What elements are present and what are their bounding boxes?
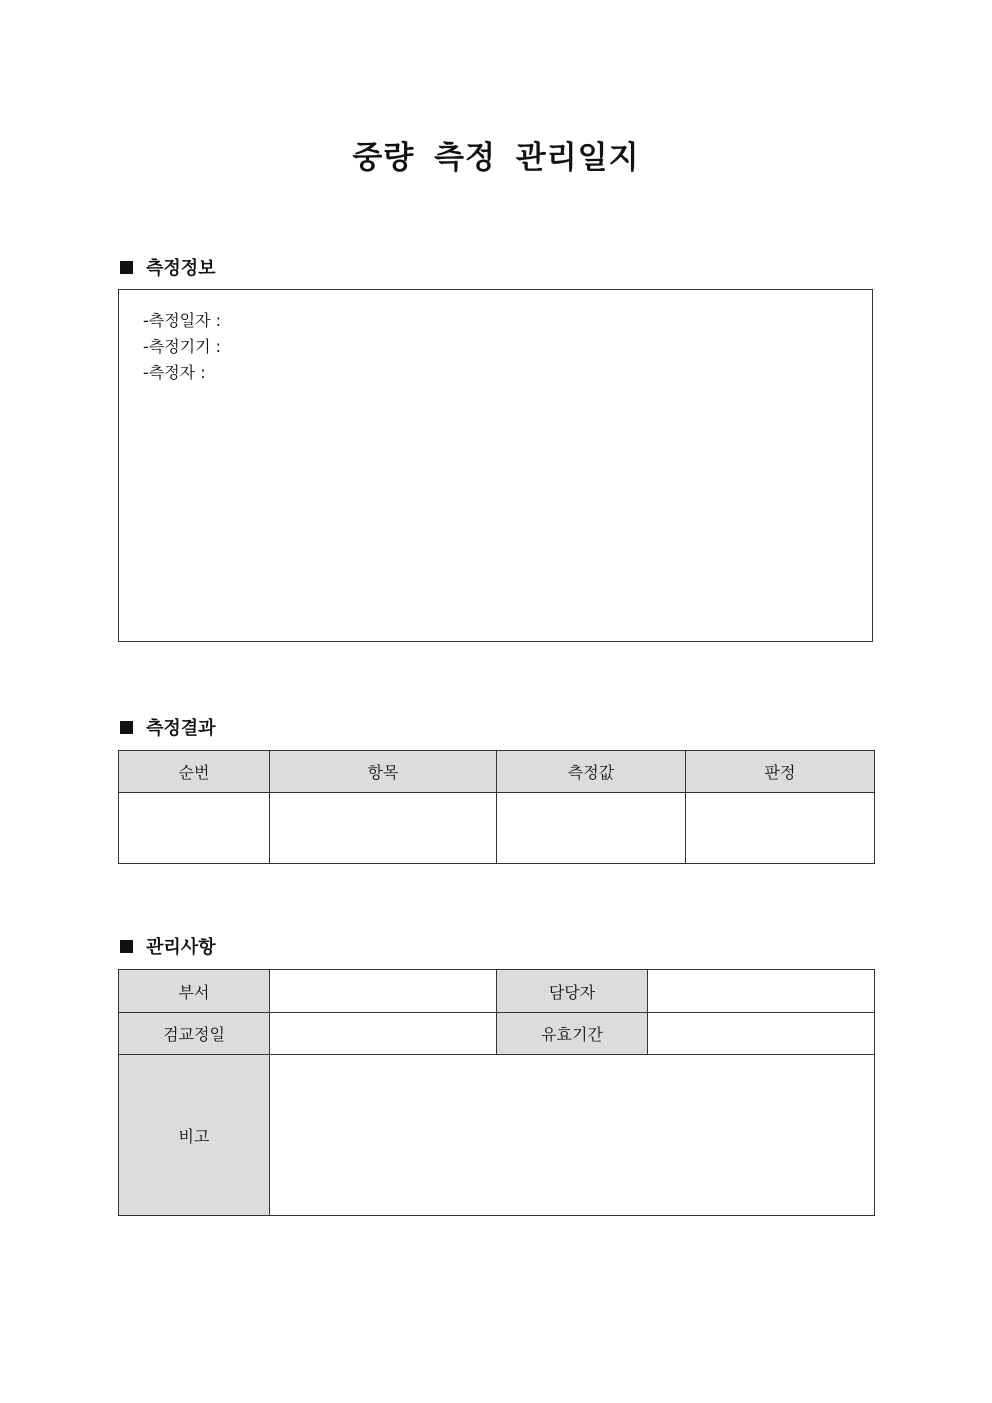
label-manager: 담당자 bbox=[497, 970, 648, 1013]
value-calibration-date[interactable] bbox=[270, 1013, 497, 1055]
info-line-date: -측정일자 : bbox=[143, 311, 222, 330]
section-heading-results bbox=[120, 714, 216, 740]
results-col-judgement: 판정 bbox=[686, 751, 875, 793]
info-box[interactable] bbox=[118, 289, 873, 642]
table-row bbox=[119, 1055, 875, 1216]
table-row bbox=[119, 970, 875, 1013]
black-square-icon bbox=[120, 721, 133, 734]
value-remarks[interactable] bbox=[270, 1055, 875, 1216]
results-col-item: 항목 bbox=[270, 751, 497, 793]
results-col-number: 순번 bbox=[119, 751, 270, 793]
results-col-value: 측정값 bbox=[497, 751, 686, 793]
results-cell-item[interactable] bbox=[270, 793, 497, 864]
black-square-icon bbox=[120, 940, 133, 953]
results-cell-value[interactable] bbox=[497, 793, 686, 864]
results-cell-number[interactable] bbox=[119, 793, 270, 864]
value-validity-period[interactable] bbox=[648, 1013, 875, 1055]
results-cell-judgement[interactable] bbox=[686, 793, 875, 864]
section-heading-info bbox=[120, 254, 216, 280]
label-calibration-date: 검교정일 bbox=[119, 1013, 270, 1055]
section-heading-results-label: 측정결과 bbox=[146, 718, 216, 739]
label-remarks: 비고 bbox=[119, 1055, 270, 1216]
section-heading-management-label: 관리사항 bbox=[146, 937, 216, 958]
results-header-row bbox=[119, 751, 875, 793]
section-heading-management bbox=[120, 933, 216, 959]
section-heading-info-label: 측정정보 bbox=[146, 258, 216, 279]
table-row bbox=[119, 1013, 875, 1055]
info-line-device: -측정기기 : bbox=[143, 337, 222, 356]
label-department: 부서 bbox=[119, 970, 270, 1013]
management-table bbox=[118, 969, 875, 1216]
results-table bbox=[118, 750, 875, 864]
document-title: 중량 측정 관리일지 bbox=[352, 140, 640, 176]
info-line-measurer: -측정자 : bbox=[143, 363, 206, 382]
label-validity-period: 유효기간 bbox=[497, 1013, 648, 1055]
black-square-icon bbox=[120, 261, 133, 274]
value-manager[interactable] bbox=[648, 970, 875, 1013]
table-row bbox=[119, 793, 875, 864]
value-department[interactable] bbox=[270, 970, 497, 1013]
